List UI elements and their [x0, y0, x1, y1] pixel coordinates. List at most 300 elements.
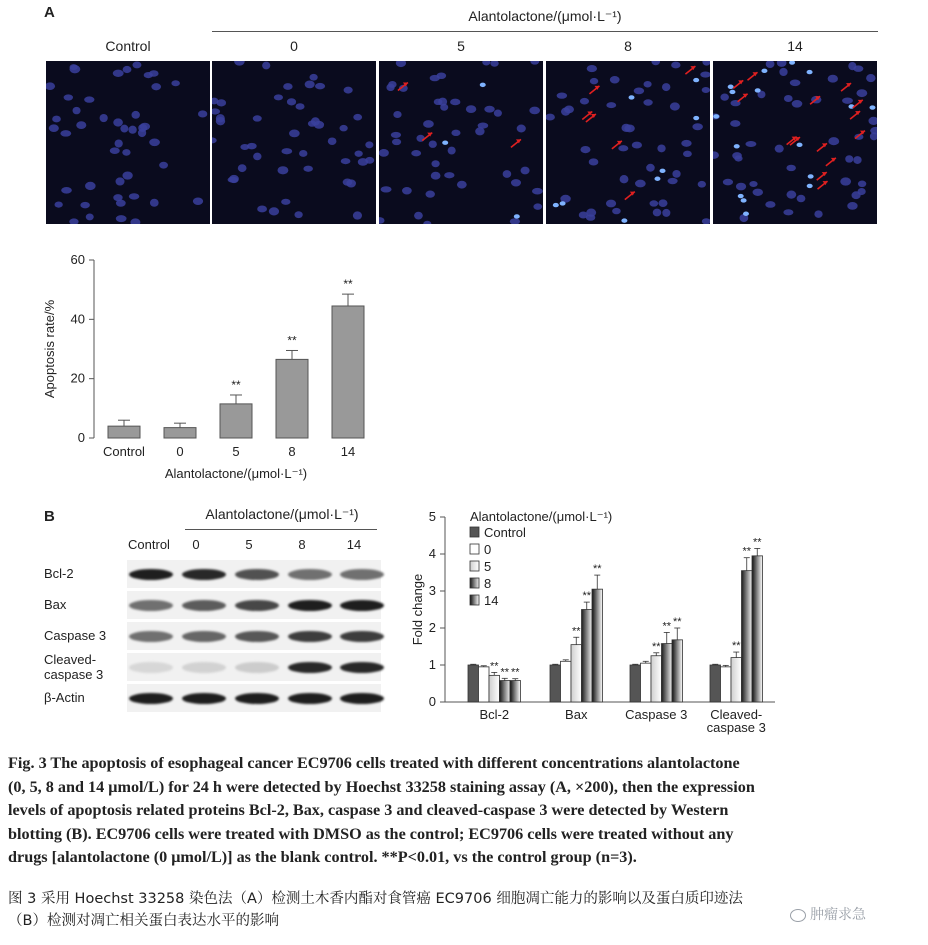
- protein-band: [182, 693, 226, 704]
- bar: [752, 556, 763, 702]
- condition-label: 5: [457, 38, 465, 54]
- nucleus: [779, 68, 787, 76]
- protein-band: [182, 662, 226, 673]
- bar: [582, 610, 593, 703]
- protein-label: β-Actin: [44, 690, 85, 705]
- significance-label: **: [571, 625, 581, 638]
- nucleus: [650, 200, 659, 206]
- nucleus: [466, 105, 476, 113]
- apoptotic-nucleus: [797, 143, 803, 147]
- blot-strip: [127, 591, 381, 619]
- apoptotic-nucleus: [761, 69, 767, 73]
- nucleus: [281, 148, 292, 154]
- apoptotic-nucleus: [789, 61, 795, 65]
- nucleus: [702, 87, 710, 93]
- nucleus: [668, 178, 678, 184]
- bar: [721, 667, 732, 702]
- apoptotic-nucleus: [621, 218, 627, 222]
- nucleus: [269, 207, 279, 215]
- legend-swatch: [470, 578, 479, 588]
- x-tick-label: Control: [103, 444, 145, 459]
- nucleus: [277, 166, 288, 174]
- lane-label: 14: [346, 537, 362, 552]
- x-tick-label: Bcl-2: [479, 707, 510, 722]
- nucleus: [651, 61, 660, 65]
- x-tick-label: 5: [232, 444, 240, 459]
- nucleus: [49, 124, 59, 132]
- significance-label: **: [343, 277, 353, 292]
- nucleus: [299, 150, 307, 157]
- nucleus: [86, 213, 94, 220]
- apoptotic-nucleus: [660, 169, 666, 173]
- nucleus: [482, 61, 490, 65]
- nucleus: [845, 155, 853, 162]
- hoechst-staining-image: [546, 61, 710, 224]
- significance-label: **: [500, 666, 510, 679]
- nucleus: [159, 162, 168, 169]
- apoptotic-nucleus: [480, 83, 486, 87]
- nucleus: [193, 197, 203, 205]
- protein-band: [129, 662, 173, 673]
- nucleus: [702, 61, 710, 66]
- hoechst-staining-image: [212, 61, 376, 224]
- nucleus: [692, 123, 702, 130]
- nucleus: [702, 218, 710, 224]
- nucleus: [353, 211, 362, 219]
- lane-label: 5: [245, 537, 253, 552]
- legend-swatch: [470, 561, 479, 571]
- nucleus: [341, 158, 351, 164]
- nucleus: [217, 99, 226, 106]
- nucleus: [784, 95, 793, 102]
- apoptotic-nucleus: [807, 184, 813, 188]
- nucleus: [287, 98, 296, 105]
- nucleus: [328, 137, 337, 145]
- y-tick-label: 20: [70, 370, 85, 386]
- protein-band: [182, 631, 226, 642]
- nucleus: [253, 153, 261, 161]
- nucleus: [713, 151, 719, 159]
- nucleus: [478, 122, 489, 128]
- nucleus: [698, 181, 706, 188]
- bar: [731, 658, 742, 702]
- nucleus: [80, 202, 89, 209]
- apoptotic-nucleus: [869, 105, 875, 109]
- nucleus: [423, 221, 431, 224]
- nuclei-field: [546, 61, 710, 224]
- nucleus: [457, 181, 467, 189]
- nucleus: [150, 199, 159, 207]
- y-tick-label: 2: [428, 620, 436, 635]
- nucleus: [229, 175, 239, 183]
- nucleus: [212, 137, 217, 143]
- nucleus: [586, 214, 595, 220]
- nucleus: [828, 137, 839, 145]
- nucleus: [113, 70, 124, 77]
- nucleus: [305, 81, 315, 89]
- apoptotic-nucleus: [553, 203, 559, 207]
- nucleus: [85, 182, 96, 190]
- protein-label: Caspase 3: [44, 628, 107, 643]
- apoptotic-nucleus: [729, 90, 735, 94]
- caption-english: [8, 752, 923, 870]
- significance-label: **: [742, 545, 752, 558]
- nucleus: [783, 209, 793, 215]
- nucleus: [212, 108, 220, 114]
- nucleus: [76, 121, 86, 129]
- protein-band: [129, 693, 173, 704]
- nucleus: [653, 209, 662, 217]
- x-tick-label: 8: [288, 444, 296, 459]
- nucleus: [730, 120, 740, 127]
- lane-label: 0: [192, 537, 200, 552]
- nucleus: [511, 179, 521, 186]
- protein-band: [235, 693, 279, 704]
- nucleus: [303, 166, 312, 172]
- protein-band: [235, 662, 279, 673]
- nucleus: [60, 130, 71, 136]
- bar: [220, 404, 252, 438]
- nucleus: [847, 202, 857, 210]
- nucleus: [281, 199, 290, 205]
- bar: [710, 665, 721, 702]
- nucleus: [797, 195, 806, 202]
- nucleus: [840, 177, 851, 185]
- bar: [592, 589, 603, 702]
- nucleus: [132, 61, 141, 68]
- nucleus: [590, 78, 598, 84]
- nucleus: [379, 217, 385, 224]
- caption-line: 图 3 采用 Hoechst 33258 染色法（A）检测土木香内酯对食管癌 EC9706 细胞凋亡能力的影响以及蛋白质印迹法: [8, 891, 743, 907]
- condition-label: 14: [787, 38, 803, 54]
- nuclei-field: [46, 61, 210, 224]
- nucleus: [521, 167, 530, 175]
- legend-swatch: [470, 527, 479, 537]
- protein-label: Cleaved- caspase 3: [44, 652, 104, 682]
- nucleus: [632, 142, 642, 149]
- protein-band: [235, 600, 279, 611]
- nucleus: [587, 65, 597, 72]
- condition-label: Control: [105, 38, 151, 54]
- caption-line: Fig. 3 The apoptosis of esophageal cancer EC9706 cells treated with different concentrations alantolactone: [8, 754, 740, 772]
- protein-band: [288, 631, 332, 642]
- nucleus: [234, 61, 245, 66]
- wechat-icon: [790, 909, 806, 922]
- nucleus: [503, 170, 512, 178]
- protein-band: [182, 569, 226, 580]
- nucleus: [309, 74, 317, 81]
- nucleus: [149, 138, 160, 146]
- bar: [500, 681, 511, 702]
- protein-band: [129, 569, 173, 580]
- bar: [164, 428, 196, 438]
- blot-strip: [127, 560, 381, 588]
- significance-label: **: [672, 616, 682, 628]
- nucleus: [171, 80, 179, 86]
- nucleus: [657, 144, 665, 152]
- nucleus: [870, 132, 877, 140]
- nucleus: [238, 164, 247, 172]
- bar: [571, 645, 582, 702]
- x-tick-label: Cleaved-: [710, 707, 763, 722]
- nucleus: [340, 125, 348, 132]
- nucleus: [138, 129, 146, 137]
- nucleus: [866, 74, 875, 82]
- nucleus: [429, 140, 437, 147]
- nucleus: [128, 126, 136, 134]
- protein-band: [340, 631, 384, 642]
- significance-label: **: [231, 377, 241, 392]
- apoptotic-nucleus: [693, 78, 699, 82]
- significance-label: **: [662, 620, 672, 633]
- nucleus: [289, 130, 300, 138]
- nucleus: [434, 99, 443, 105]
- legend-label: 14: [484, 593, 499, 608]
- nucleus: [396, 61, 406, 67]
- hoechst-staining-image: [379, 61, 543, 224]
- bar: [108, 426, 140, 438]
- panel-b-header-line: [185, 529, 377, 530]
- significance-label: **: [752, 536, 762, 549]
- nucleus: [580, 146, 590, 153]
- nuclei-field: [379, 61, 543, 224]
- nucleus: [580, 98, 589, 105]
- nucleus: [853, 156, 861, 164]
- nucleus: [393, 111, 401, 118]
- nucleus: [392, 139, 401, 146]
- x-tick-label: caspase 3: [706, 720, 766, 735]
- nucleus: [129, 193, 140, 199]
- nucleus: [618, 145, 628, 151]
- nucleus: [448, 147, 456, 155]
- significance-label: **: [489, 660, 499, 673]
- nucleus: [546, 114, 555, 121]
- nucleus: [216, 114, 225, 122]
- nucleus: [723, 179, 733, 186]
- nucleus: [858, 180, 866, 187]
- nucleus: [414, 212, 423, 220]
- protein-band: [288, 662, 332, 673]
- apoptotic-nucleus: [713, 114, 719, 118]
- hoechst-staining-image: [713, 61, 877, 224]
- bar: [641, 663, 652, 702]
- apoptotic-nucleus: [442, 141, 448, 145]
- protein-band: [288, 693, 332, 704]
- protein-band: [129, 600, 173, 611]
- nucleus: [247, 143, 257, 150]
- nucleus: [814, 210, 822, 218]
- nucleus: [451, 130, 460, 136]
- nucleus: [198, 110, 207, 117]
- nucleus: [70, 64, 78, 70]
- bar: [276, 359, 308, 438]
- caption-line: (0, 5, 8 and 14 μmol/L) for 24 h were detected by Hoechst 33258 staining assay (A, ×200), then the expression: [8, 777, 755, 796]
- nucleus: [662, 209, 670, 217]
- nucleus: [672, 170, 680, 178]
- nucleus: [745, 141, 756, 147]
- nucleus: [365, 141, 373, 148]
- blot-strip: [127, 622, 381, 650]
- nucleus: [589, 158, 599, 165]
- nucleus: [671, 62, 680, 69]
- y-tick-label: 40: [70, 311, 85, 327]
- nucleus: [283, 83, 292, 90]
- nucleus: [151, 83, 161, 90]
- caption-line: （B）检测对凋亡相关蛋白表达水平的影响: [8, 913, 279, 929]
- nucleus: [753, 189, 763, 196]
- hoechst-staining-image: [46, 61, 210, 224]
- apoptotic-nucleus: [514, 214, 520, 218]
- nucleus: [777, 61, 787, 67]
- protein-band: [340, 693, 384, 704]
- protein-band: [340, 662, 384, 673]
- y-tick-label: 0: [428, 694, 436, 709]
- nucleus: [557, 92, 567, 98]
- nucleus: [510, 218, 520, 224]
- nucleus: [379, 149, 389, 157]
- nucleus: [116, 177, 125, 185]
- y-axis-label: Fold change: [410, 573, 425, 646]
- legend-label: 0: [484, 542, 492, 557]
- nucleus: [110, 147, 120, 154]
- panel-a-header-line: [212, 31, 878, 32]
- nucleus: [144, 72, 153, 78]
- nuclei-field: [212, 61, 376, 224]
- legend-label: 5: [484, 559, 492, 574]
- watermark: [790, 904, 866, 924]
- apoptotic-nucleus: [728, 85, 734, 89]
- legend-title: Alantolactone/(μmol·L⁻¹): [470, 509, 613, 524]
- nucleus: [430, 75, 440, 81]
- nucleus: [484, 106, 494, 113]
- nucleus: [381, 186, 392, 192]
- nucleus: [564, 106, 574, 114]
- nucleus: [842, 97, 853, 103]
- nucleus: [123, 66, 132, 73]
- nucleus: [355, 150, 363, 156]
- nucleus: [52, 116, 61, 123]
- nucleus: [115, 139, 123, 147]
- nucleus: [120, 125, 128, 133]
- nucleus: [736, 183, 746, 191]
- nucleus: [431, 172, 441, 180]
- legend-swatch: [470, 595, 479, 605]
- protein-label: Bax: [44, 597, 67, 612]
- y-tick-label: 60: [70, 252, 85, 267]
- significance-label: **: [592, 563, 602, 576]
- nucleus: [610, 76, 620, 84]
- nucleus: [344, 87, 353, 94]
- apoptotic-nucleus: [734, 144, 740, 148]
- x-axis-label: Alantolactone/(μmol·L⁻¹): [164, 466, 308, 481]
- significance-label: **: [510, 666, 520, 679]
- caption-chinese: [8, 888, 923, 932]
- nucleus: [116, 215, 127, 222]
- y-tick-label: 3: [428, 583, 436, 598]
- nucleus: [658, 199, 667, 207]
- nucleus: [411, 150, 421, 156]
- protein-band: [288, 600, 332, 611]
- bar: [489, 675, 500, 702]
- nucleus: [662, 83, 670, 91]
- nuclei-field: [713, 61, 877, 224]
- nucleus: [386, 84, 394, 91]
- nucleus: [858, 188, 866, 195]
- nucleus: [644, 81, 652, 88]
- x-tick-label: 14: [340, 444, 356, 459]
- nucleus: [612, 208, 621, 214]
- nucleus: [670, 102, 680, 110]
- nucleus: [55, 202, 63, 208]
- nucleus: [765, 201, 775, 208]
- protein-band: [235, 631, 279, 642]
- nucleus: [734, 155, 742, 161]
- nucleus: [46, 82, 55, 90]
- bar: [630, 665, 641, 702]
- nucleus: [787, 191, 797, 199]
- nucleus: [391, 132, 401, 138]
- nucleus: [431, 160, 439, 167]
- nucleus: [786, 165, 796, 171]
- lane-label: Control: [128, 537, 170, 552]
- nucleus: [828, 75, 838, 83]
- nucleus: [100, 114, 108, 122]
- nucleus: [311, 117, 320, 125]
- bar: [672, 640, 683, 702]
- apoptotic-nucleus: [807, 70, 813, 74]
- apoptotic-nucleus: [629, 95, 635, 99]
- nucleus: [856, 89, 867, 97]
- panel-a-letter: A: [44, 4, 55, 21]
- nucleus: [402, 187, 412, 194]
- condition-label: 8: [624, 38, 632, 54]
- nucleus: [294, 211, 302, 218]
- nucleus: [73, 107, 81, 114]
- nucleus: [643, 99, 652, 105]
- nucleus: [775, 145, 784, 153]
- nucleus: [620, 175, 629, 183]
- nucleus: [353, 114, 362, 121]
- nucleus: [621, 124, 630, 132]
- significance-label: **: [582, 590, 592, 603]
- nucleus: [606, 200, 616, 208]
- apoptosis-rate-chart: [40, 248, 380, 488]
- bar: [662, 644, 673, 702]
- nucleus: [122, 149, 130, 156]
- blot-strip: [127, 684, 381, 712]
- nucleus: [529, 107, 540, 115]
- nucleus: [365, 157, 374, 164]
- nucleus: [450, 99, 460, 106]
- nucleus: [720, 94, 728, 101]
- apoptotic-nucleus: [808, 174, 814, 178]
- significance-label: **: [651, 640, 661, 653]
- nucleus: [700, 71, 710, 77]
- nucleus: [749, 181, 757, 187]
- nucleus: [494, 110, 502, 117]
- nucleus: [274, 94, 283, 100]
- nucleus: [634, 88, 645, 95]
- x-tick-label: Bax: [565, 707, 588, 722]
- legend-label: 8: [484, 576, 492, 591]
- bar: [468, 665, 479, 702]
- bar: [550, 665, 561, 702]
- legend-swatch: [470, 544, 479, 554]
- x-tick-label: 0: [176, 444, 184, 459]
- caption-line: blotting (B). EC9706 cells were treated with DMSO as the control; EC9706 cells were treated without any: [8, 824, 734, 843]
- nucleus: [790, 80, 801, 87]
- bar: [510, 681, 521, 702]
